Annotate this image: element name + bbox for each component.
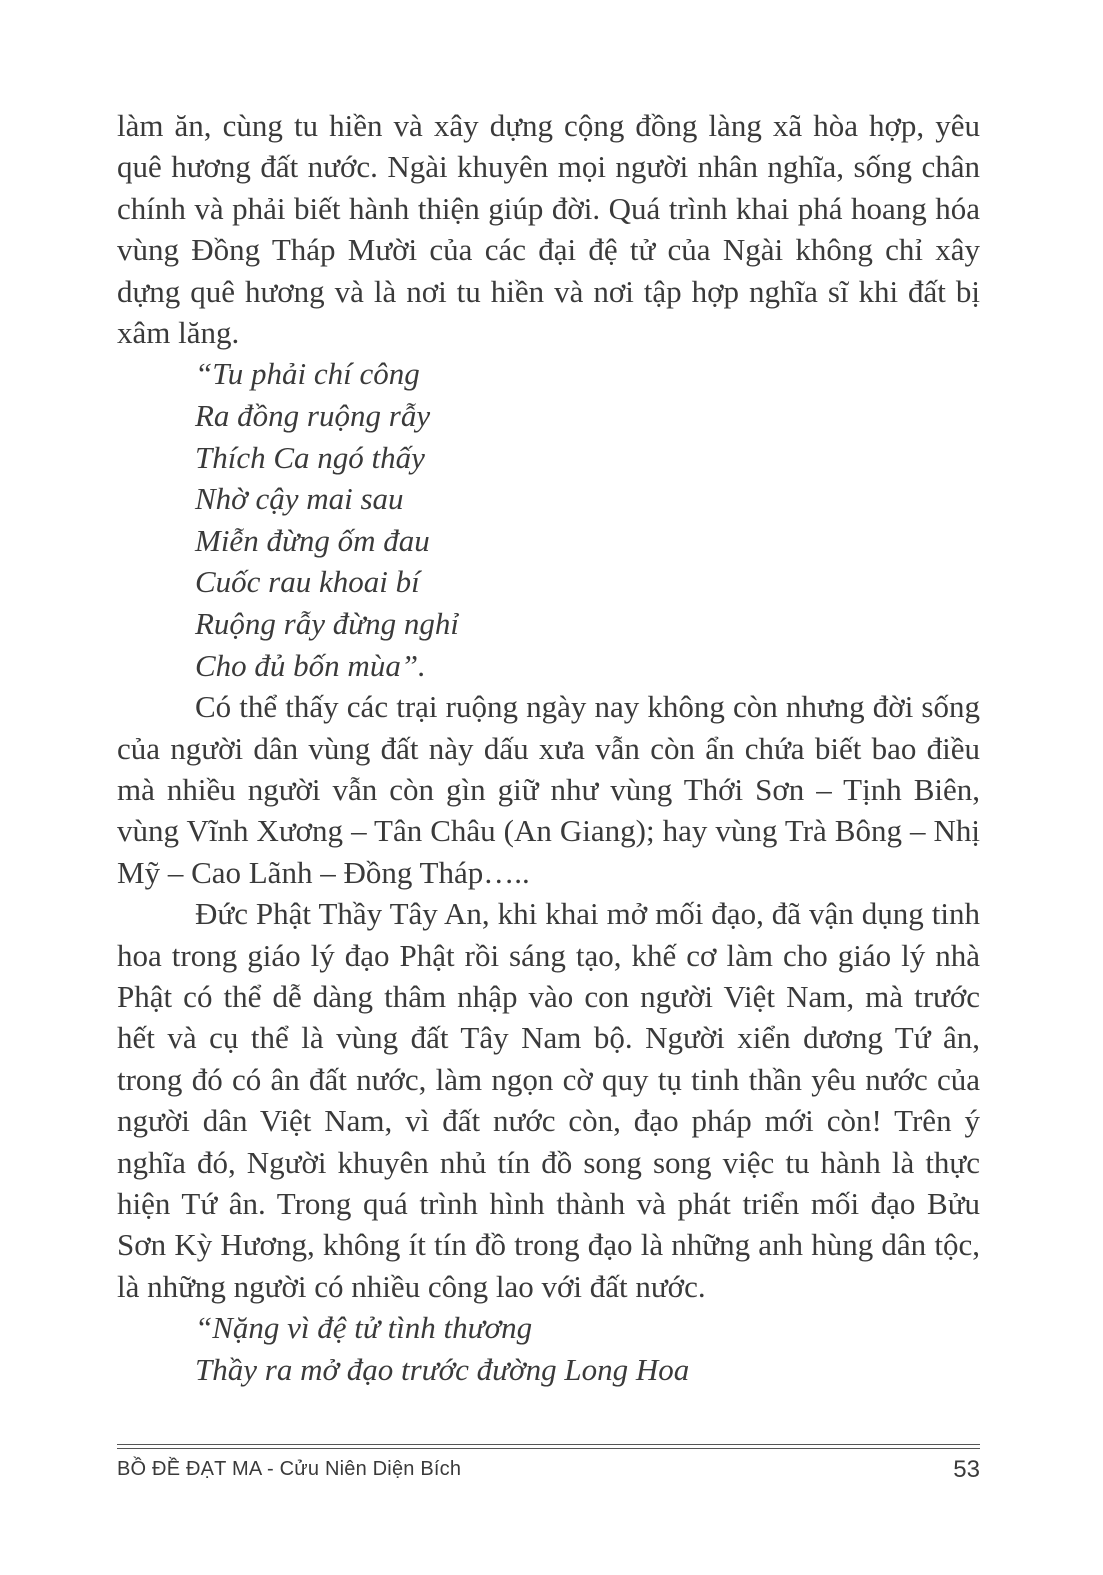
paragraph-3: Đức Phật Thầy Tây An, khi khai mở mối đạo, đã vận dụng tinh hoa trong giáo lý đạo Phật rồi sáng tạo, khế cơ làm cho giáo lý nhà Phật có thể dễ dàng thâm nhập vào con người Việt Nam, mà trước hết và cụ thể là vùng đất Tây Nam bộ. Người xiển dương Tứ ân, trong đó có ân đất nước, làm ngọn cờ quy tụ tinh thần yêu nước của người dân Việt Nam, vì đất nước còn, đạo pháp mới còn! Trên ý nghĩa đó, Người khuyên nhủ tín đồ song song việc tu hành là thực hiện Tứ ân. Trong quá trình hình thành và phát triển mối đạo Bửu Sơn Kỳ Hương, không ít tín đồ trong đạo là những anh hùng dân tộc, là những người có nhiều công lao với đất nước. <box>117 896 980 1304</box>
verse-block-2 <box>117 1307 980 1390</box>
verse-line: Cho đủ bốn mùa”. <box>195 647 426 683</box>
verse-line: Cuốc rau khoai bí <box>195 564 420 600</box>
book-title: BỒ ĐỀ ĐẠT MA - Cửu Niên Diện Bích <box>117 1458 462 1480</box>
verse-line: Nhờ cậy mai sau <box>195 481 404 517</box>
verse-line: “Nặng vì đệ tử tình thương <box>195 1310 533 1346</box>
verse-line: Thích Ca ngó thấy <box>195 439 425 475</box>
verse-line: “Tu phải chí công <box>195 356 420 392</box>
page-body <box>117 105 980 1390</box>
page-number: 53 <box>953 1456 980 1483</box>
page-footer <box>117 1456 980 1486</box>
paragraph-2: Có thể thấy các trại ruộng ngày nay không còn nhưng đời sống của người dân vùng đất này dấu xưa vẫn còn ẩn chứa biết bao điều mà nhiều người vẫn còn gìn giữ như vùng Thới Sơn – Tịnh Biên, vùng Vĩnh Xương – Tân Châu (An Giang); hay vùng Trà Bông – Nhị Mỹ – Cao Lãnh – Đồng Tháp….. <box>117 689 980 890</box>
paragraph-1: làm ăn, cùng tu hiền và xây dựng cộng đồng làng xã hòa hợp, yêu quê hương đất nước. Ngài khuyên mọi người nhân nghĩa, sống chân chính và phải biết hành thiện giúp đời. Quá trình khai phá hoang hóa vùng Đồng Tháp Mười của các đại đệ tử của Ngài không chỉ xây dựng quê hương và là nơi tu hiền và nơi tập hợp nghĩa sĩ khi đất bị xâm lăng. <box>117 108 980 351</box>
verse-block-1 <box>117 353 980 686</box>
verse-line: Ra đồng ruộng rẫy <box>195 398 431 434</box>
verse-line: Thầy ra mở đạo trước đường Long Hoa <box>195 1351 690 1387</box>
verse-line: Ruộng rẫy đừng nghỉ <box>195 606 460 641</box>
verse-line: Miễn đừng ốm đau <box>195 522 430 558</box>
footer-divider <box>117 1444 980 1449</box>
